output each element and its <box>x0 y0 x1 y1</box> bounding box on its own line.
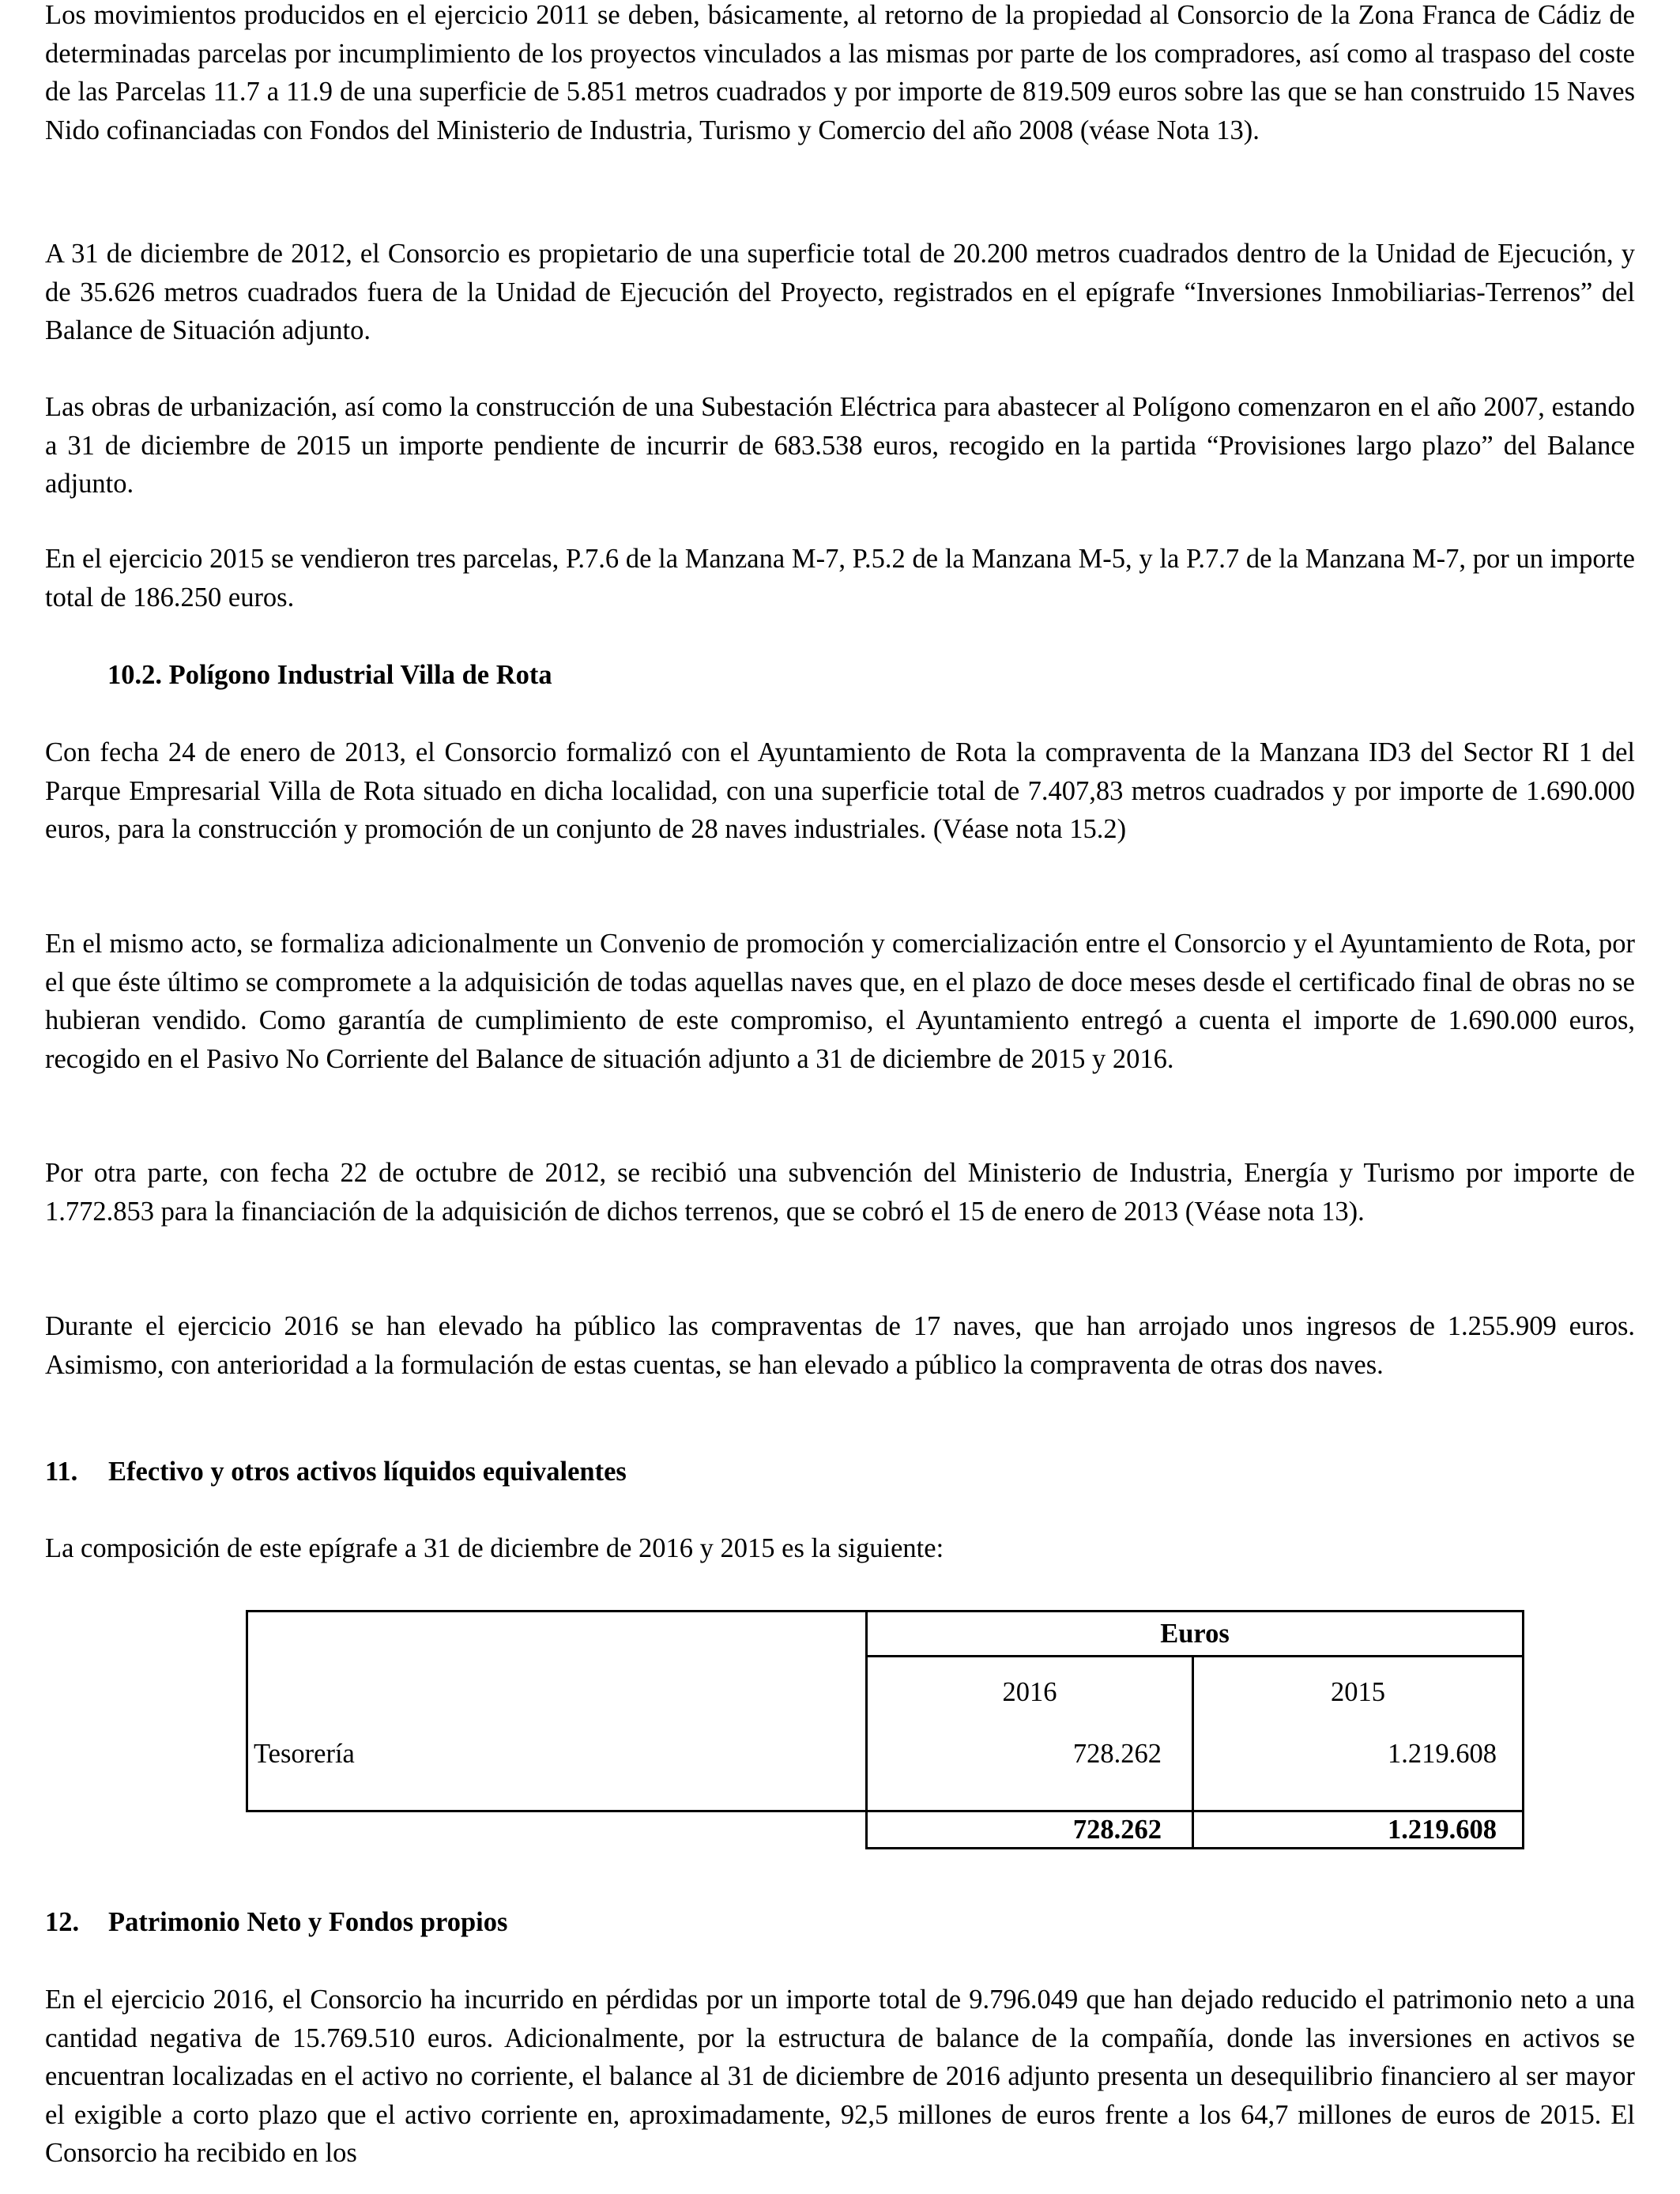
paragraph-subvencion: Por otra parte, con fecha 22 de octubre de 2012, se recibió una subvención del Ministerio de Industria, Energía y Turismo por importe de 1.772.853 para la financiación de la adquisición de dichos terrenos, que se cobró el 15 de enero de 2013 (Véase nota 13). <box>45 1158 1635 1227</box>
paragraph-ventas-2015: En el ejercicio 2015 se vendieron tres parcelas, P.7.6 de la Manzana M-7, P.5.2 de la Manzana M-5, y la P.7.7 de la Manzana M-7, por un importe total de 186.250 euros. <box>45 544 1635 613</box>
table-row-label: Tesorería <box>254 1739 355 1769</box>
paragraph-propiedad-2012: A 31 de diciembre de 2012, el Consorcio es propietario de una superficie total de 20.200 metros cuadrados dentro de la Unidad de Ejecución, y de 35.626 metros cuadrados fuera de la Unidad de Ejecución del Proyecto, registrados en el epígrafe “Inversiones Inmobiliarias-Terrenos” del Balance de Situación adjunto. <box>45 239 1635 346</box>
heading-12 <box>45 1903 507 1942</box>
heading-12-number: 12. <box>45 1907 80 1937</box>
cash-table <box>246 1610 1524 1849</box>
paragraph-patrimonio-neto: En el ejercicio 2016, el Consorcio ha incurrido en pérdidas por un importe total de 9.796.049 que han dejado reducido el patrimonio neto a una cantidad negativa de 15.769.510 euros. Adicionalmente, por la estructura de balance de la compañía, donde las inversiones en activos se encuentran localizadas en el activo no corriente, el balance al 31 de diciembre de 2016 adjunto presenta un desequilibrio financiero al ser mayor el exigible a corto plazo que el activo corriente en, aproximadamente, 92,5 millones de euros frente a los 64,7 millones de euros de 2015. El Consorcio ha recibido en los <box>45 1985 1635 2169</box>
paragraph-compraventas-2016: Durante el ejercicio 2016 se han elevado ha público las compraventas de 17 naves, que han arrojado unos ingresos de 1.255.909 euros. Asimismo, con anterioridad a la formulación de estas cuentas, se han elevado a público la compraventa de otras dos naves. <box>45 1311 1635 1380</box>
heading-11-title: Efectivo y otros activos líquidos equivalentes <box>108 1457 627 1487</box>
heading-10-2 <box>107 656 552 695</box>
document-page <box>45 0 1635 2194</box>
table-header-2015: 2015 <box>1331 1677 1385 1707</box>
heading-11 <box>45 1453 627 1491</box>
table-total-2015: 1.219.608 <box>1388 1815 1497 1845</box>
paragraph-movimientos-2011: Los movimientos producidos en el ejercicio 2011 se deben, básicamente, al retorno de la propiedad al Consorcio de la Zona Franca de Cádiz de determinadas parcelas por incumplimiento de los proyectos vinculados a las mismas por parte de los compradores, así como al traspaso del coste de las Parcelas 11.7 a 11.9 de una superficie de 5.851 metros cuadrados y por importe de 819.509 euros sobre las que se han construido 15 Naves Nido cofinanciadas con Fondos del Ministerio de Industria, Turismo y Comercio del año 2008 (véase Nota 13). <box>45 0 1635 145</box>
paragraph-convenio: En el mismo acto, se formaliza adicionalmente un Convenio de promoción y comercialización entre el Consorcio y el Ayuntamiento de Rota, por el que éste último se compromete a la adquisición de todas aquellas naves que, en el plazo de doce meses desde el certificado final de obras no se hubieran vendido. Como garantía de cumplimiento de este compromiso, el Ayuntamiento entregó a cuenta el importe de 1.690.000 euros, recogido en el Pasivo No Corriente del Balance de situación adjunto a 31 de diciembre de 2015 y 2016. <box>45 929 1635 1074</box>
heading-10-2-number: 10.2. <box>107 660 162 690</box>
paragraph-obras-urbanizacion: Las obras de urbanización, así como la construcción de una Subestación Eléctrica para abastecer al Polígono comenzaron en el año 2007, estando a 31 de diciembre de 2015 un importe pendiente de incurrir de 683.538 euros, recogido en la partida “Provisiones largo plazo” del Balance adjunto. <box>45 392 1635 499</box>
table-cell-2016: 728.262 <box>1072 1739 1162 1769</box>
heading-12-title: Patrimonio Neto y Fondos propios <box>108 1907 508 1937</box>
heading-10-2-title: Polígono Industrial Villa de Rota <box>168 660 552 690</box>
table-total-2016: 728.262 <box>1072 1815 1162 1845</box>
table-header-2016: 2016 <box>1002 1677 1057 1707</box>
heading-11-number: 11. <box>45 1457 78 1487</box>
paragraph-composicion: La composición de este epígrafe a 31 de diciembre de 2016 y 2015 es la siguiente: <box>45 1533 944 1563</box>
table-header-euros: Euros <box>1160 1619 1230 1649</box>
table-cell-2015: 1.219.608 <box>1388 1739 1497 1769</box>
paragraph-compraventa-rota: Con fecha 24 de enero de 2013, el Consorcio formalizó con el Ayuntamiento de Rota la compraventa de la Manzana ID3 del Sector RI 1 del Parque Empresarial Villa de Rota situado en dicha localidad, con una superficie total de 7.407,83 metros cuadrados y por importe de 1.690.000 euros, para la construcción y promoción de un conjunto de 28 naves industriales. (Véase nota 15.2) <box>45 737 1635 845</box>
